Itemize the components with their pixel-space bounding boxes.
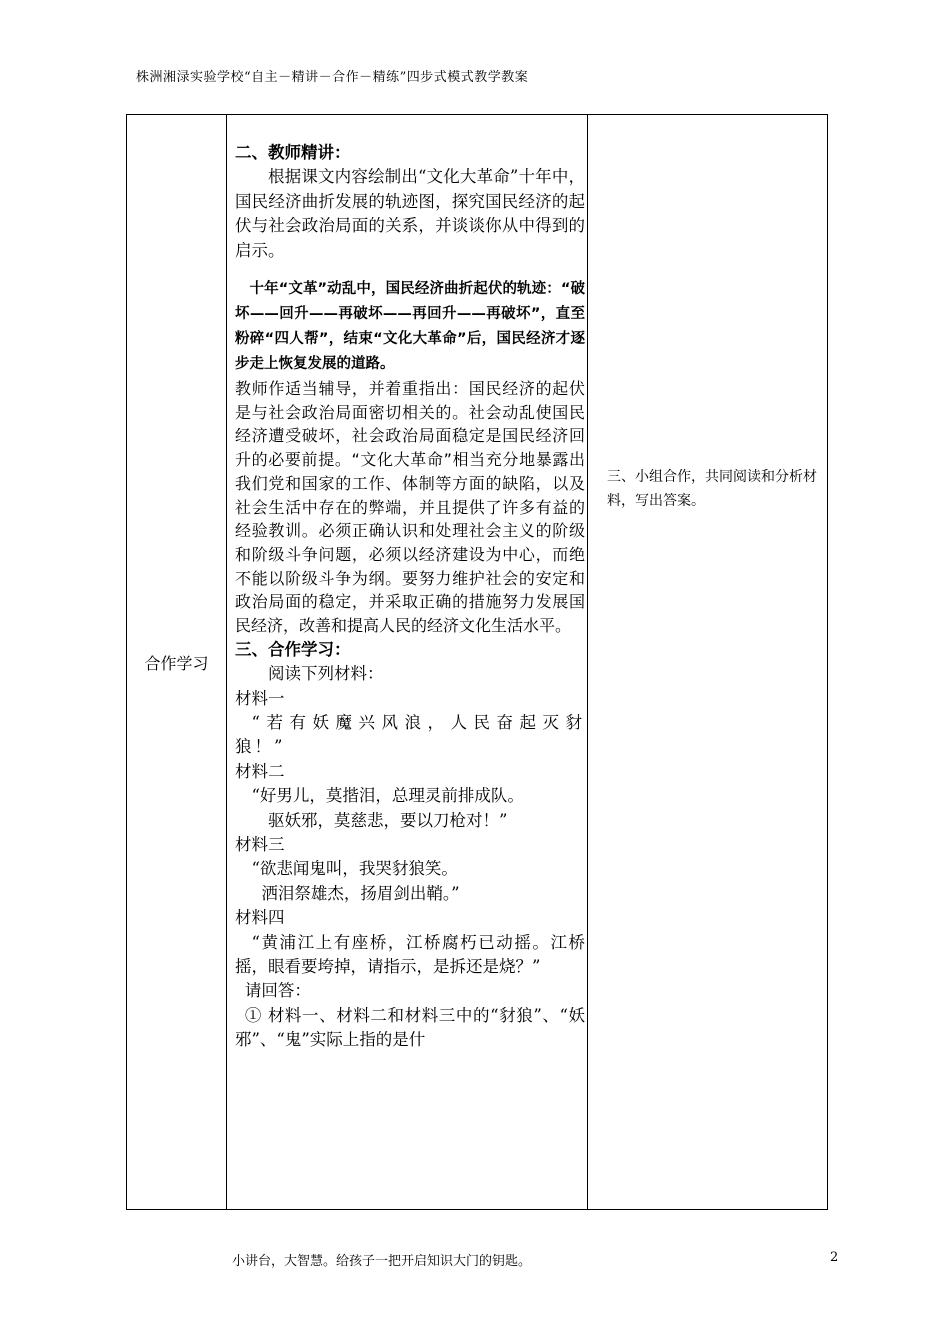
material-4-title: 材料四 (235, 908, 285, 928)
material-1-title: 材料一 (235, 688, 285, 708)
section-3-intro: 阅读下列材料： (268, 664, 384, 684)
material-3-title: 材料三 (235, 835, 285, 855)
material-2-line-2: 驱妖邪，莫慈悲，要以刀枪对！” (268, 810, 508, 830)
student-activity: 三、小组合作，共同阅读和分析材料，写出答案。 (607, 469, 817, 509)
section-2-intro: 根据课文内容绘制出“文化大革命”十年中，国民经济曲折发展的轨迹图，探究国民经济的起伏与社会政治局面的关系，并谈谈你从中得到的启示。 (235, 167, 585, 260)
page-number: 2 (830, 1250, 839, 1265)
question-intro: 请回答： (244, 981, 311, 1001)
material-3-line-1: “欲悲闻鬼叫，我哭豺狼笑。 (251, 859, 458, 879)
row-label: 合作学习 (144, 653, 209, 673)
page-footer: 小讲台，大智慧。给孩子一把开启知识大门的钥匙。 (232, 1254, 532, 1269)
lesson-table (126, 114, 828, 1210)
column-divider-1 (226, 115, 227, 1209)
material-3-line-2: 洒泪祭雄杰，扬眉剑出鞘。” (261, 883, 460, 903)
material-2-title: 材料二 (235, 761, 285, 781)
teaching-content (235, 141, 585, 1053)
material-1-text: “若有妖魔兴风浪，人民奋起灭豺狼！” (235, 712, 585, 757)
material-4-text: “黄浦江上有座桥，江桥腐朽已动摇。江桥摇，眼看要垮掉，请指示，是拆还是烧？” (235, 932, 585, 977)
section-2-title: 二、教师精讲： (235, 143, 351, 162)
question-1: ① 材料一、材料二和材料三中的“豺狼”、“妖邪”、“鬼”实际上指的是什 (235, 1005, 585, 1050)
page-header: 株洲湘渌实验学校“自主－精讲－合作－精练”四步式模式教学教案 (136, 70, 529, 85)
section-3-title: 三、合作学习： (235, 639, 351, 659)
section-2-bold-summary: 十年“文革”动乱中，国民经济曲折起伏的轨迹：“破坏——回升——再破坏——再回升——再破坏”，直至粉碎“四人帮”，结束“文化大革命”后，国民经济才逐步走上恢复发展的道路。 (235, 281, 585, 373)
material-2-line-1: “好男儿，莫揩泪，总理灵前排成队。 (251, 786, 524, 806)
column-divider-2 (587, 115, 588, 1209)
section-2-teacher-guidance: 教师作适当辅导，并着重指出：国民经济的起伏是与社会政治局面密切相关的。社会动乱使国民经济遭受破坏，社会政治局面稳定是国民经济回升的必要前提。“文化大革命”相当充分地暴露出我们党和国家的工作、体制等方面的缺陷，以及社会生活中存在的弊端，并且提供了许多有益的经验教训。必须正确认识和处理社会主义的阶级和阶级斗争问题，必须以经济建设为中心，而绝不能以阶级斗争为纲。要努力维护社会的安定和政治局面的稳定，并采取正确的措施努力发展国民经济，改善和提高人民的经济文化生活水平。 (235, 379, 585, 636)
